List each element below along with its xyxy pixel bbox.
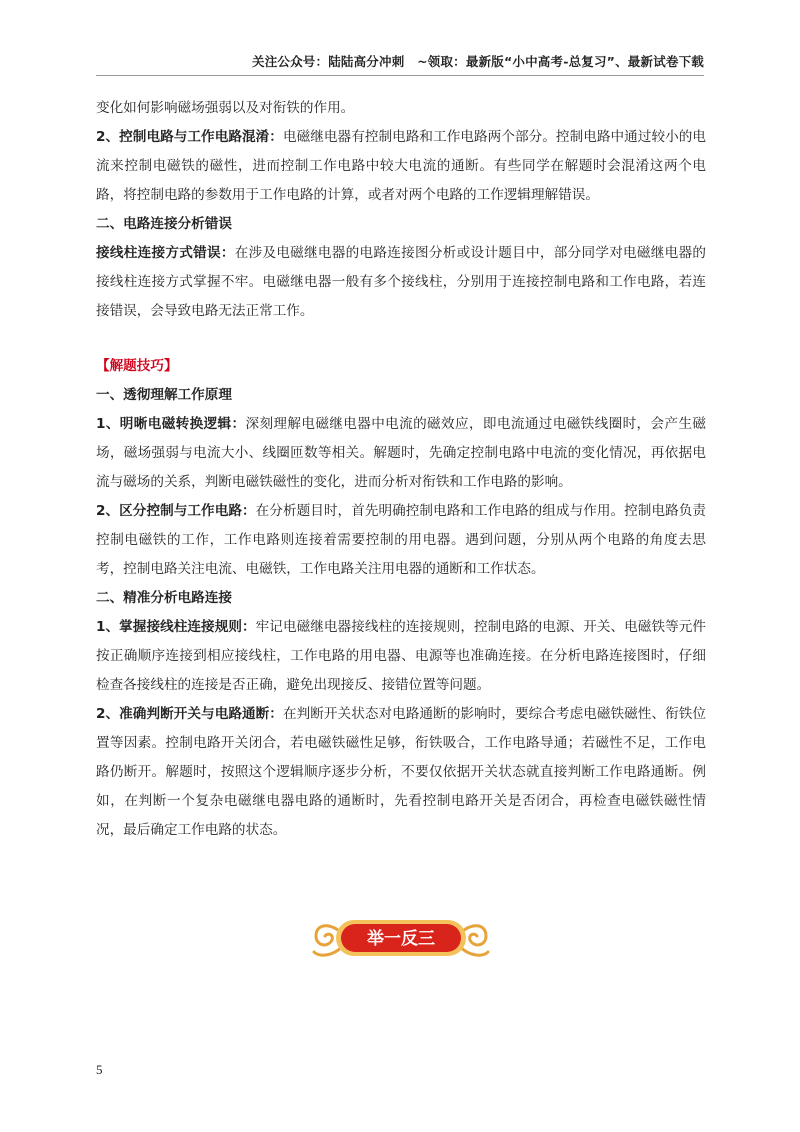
paragraph-lead: 2、区分控制与工作电路：: [96, 503, 256, 519]
paragraph-lead: 1、掌握接线柱连接规则：: [96, 619, 256, 635]
paragraph-text: 在分析题目时，首先明确控制电路和工作电路的组成与作用。控制电路负责控制电磁铁的工作，工作电路则连接着需要控制的用电器。遇到问题，分别从两个电路的角度去思考，控制电路关注电流、电磁铁，工作电路关注用电器的通断和工作状态。: [96, 503, 706, 577]
paragraph-lead: 2、准确判断开关与电路通断：: [96, 706, 283, 722]
paragraph-control-vs-work-circuit: [96, 123, 706, 210]
paragraph-em-logic: [96, 410, 706, 497]
page-number: 5: [96, 1062, 103, 1077]
heading-circuit-connection-errors: 二、电路连接分析错误: [96, 216, 232, 232]
paragraph-text: 在涉及电磁继电器的电路连接图分析或设计题目中，部分同学对电磁继电器的接线柱连接方式掌握不牢。电磁继电器一般有多个接线柱，分别用于连接控制电路和工作电路，若连接错误，会导致电路无法正常工作。: [96, 245, 707, 319]
paragraph-terminal-connection: [96, 239, 706, 326]
paragraph-lead: 接线柱连接方式错误：: [96, 245, 235, 261]
paragraph-lead: 1、明晰电磁转换逻辑：: [96, 416, 246, 432]
banner-graphic: [306, 908, 496, 968]
paragraph-switch-circuit: [96, 700, 706, 845]
examples-banner: [306, 908, 496, 968]
banner-label: 举一反三: [367, 929, 435, 949]
heading-analyze-connection: 二、精准分析电路连接: [96, 590, 232, 606]
heading-understand-principle: 一、透彻理解工作原理: [96, 387, 232, 403]
paragraph-distinguish-circuits: [96, 497, 706, 584]
section-tag-tips: 【解题技巧】: [96, 358, 178, 374]
paragraph-terminal-rules: [96, 613, 706, 700]
page-header: 关注公众号：陆陆高分冲刺 ~领取：最新版“小中高考-总复习”、最新试卷下载: [252, 54, 704, 69]
paragraph-lead: 2、控制电路与工作电路混淆：: [96, 129, 283, 145]
paragraph-continuation: 变化如何影响磁场强弱以及对衔铁的作用。: [96, 100, 355, 116]
paragraph-text: 电磁继电器有控制电路和工作电路两个部分。控制电路中通过较小的电流来控制电磁铁的磁性，进而控制工作电路中较大电流的通断。有些同学在解题时会混淆这两个电路，将控制电路的参数用于工作电路的计算，或者对两个电路的工作逻辑理解错误。: [96, 129, 706, 203]
paragraph-text: 深刻理解电磁继电器中电流的磁效应，即电流通过电磁铁线圈时，会产生磁场，磁场强弱与电流大小、线圈匝数等相关。解题时，先确定控制电路中电流的变化情况，再依据电流与磁场的关系，判断电磁铁磁性的变化，进而分析对衔铁和工作电路的影响。: [96, 416, 706, 490]
document-body: [96, 94, 706, 845]
paragraph-text: 在判断开关状态对电路通断的影响时，要综合考虑电磁铁磁性、衔铁位置等因素。控制电路开关闭合，若电磁铁磁性足够，衔铁吸合，工作电路导通；若磁性不足，工作电路仍断开。解题时，按照这个逻辑顺序逐步分析，不要仅依据开关状态就直接判断工作电路通断。例如，在判断一个复杂电磁继电器电路的通断时，先看控制电路开关是否闭合，再检查电磁铁磁性情况，最后确定工作电路的状态。: [96, 706, 706, 838]
paragraph-text: 牢记电磁继电器接线柱的连接规则，控制电路的电源、开关、电磁铁等元件按正确顺序连接到相应接线柱，工作电路的用电器、电源等也准确连接。在分析电路连接图时，仔细检查各接线柱的连接是否正确，避免出现接反、接错位置等问题。: [96, 619, 706, 693]
header-divider: [96, 75, 704, 76]
